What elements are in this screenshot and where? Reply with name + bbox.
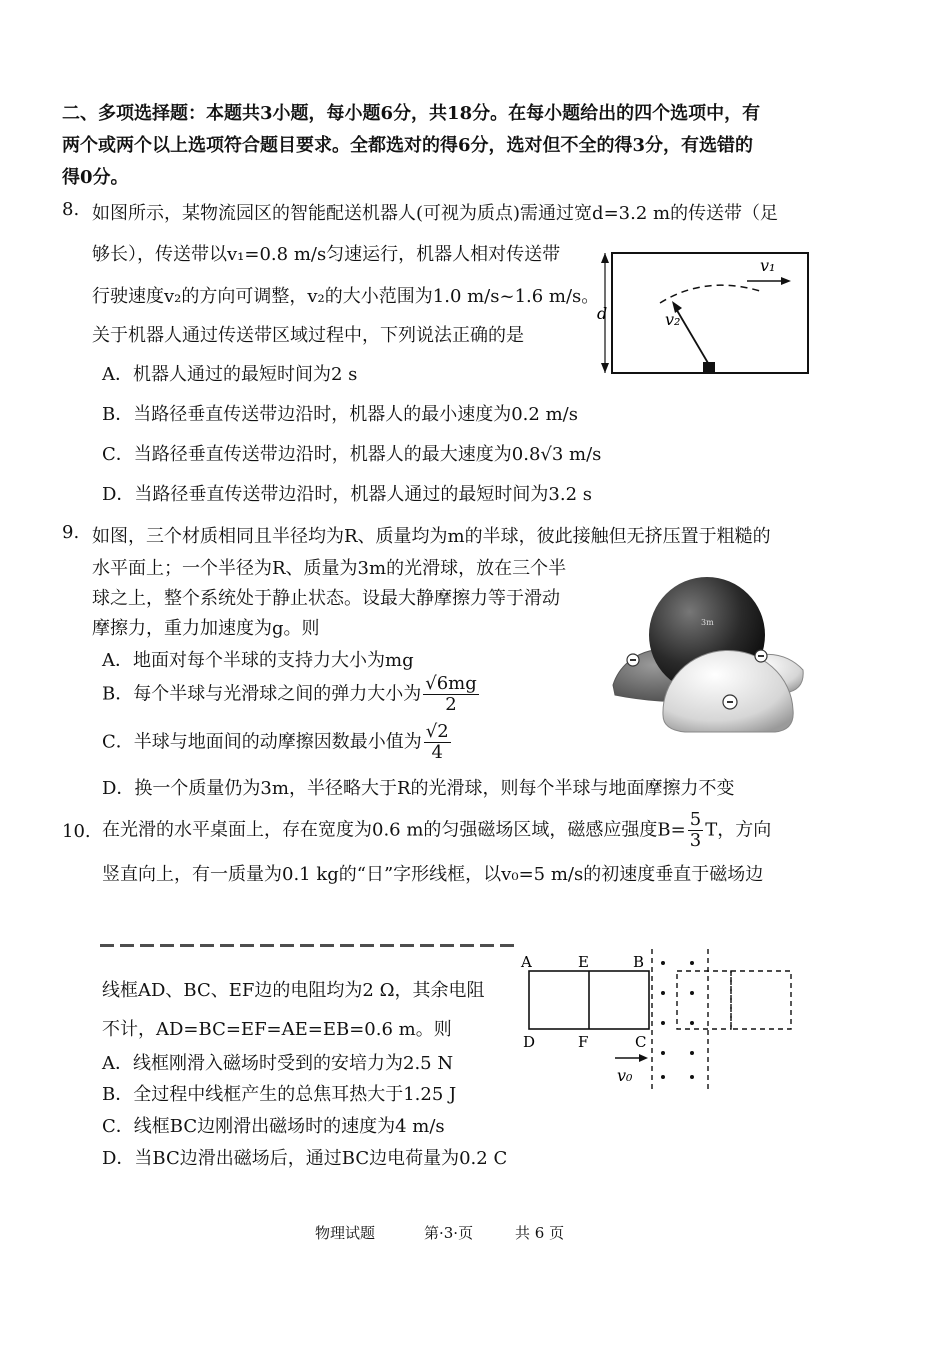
robot-path-dashed — [660, 285, 760, 303]
v1-arrow-head — [781, 277, 791, 285]
label-a: A — [521, 953, 532, 971]
q8-option-d: D．当路径垂直传送带边沿时，机器人通过的最短时间为3.2 s — [102, 484, 593, 505]
q8-stem-line3: 行驶速度v₂的方向可调整，v₂的大小范围为1.0 m/s~1.6 m/s。 — [92, 286, 600, 307]
q10-b-numerator: 5 — [689, 809, 702, 830]
q10-stem-line3: 线框AD、BC、EF边的电阻均为2 Ω，其余电阻 — [102, 980, 485, 1001]
q10-stem-line1-pre: 在光滑的水平桌面上，存在宽度为0.6 m的匀强磁场区域，磁感应强度B= — [102, 819, 686, 841]
hemisphere-marker-front-icon — [723, 695, 737, 709]
section-header-line1: 二、多项选择题：本题共3小题，每小题6分，共18分。在每小题给出的四个选项中，有 — [62, 103, 761, 124]
q10-b-fraction — [688, 810, 703, 851]
q9-number: 9. — [62, 522, 80, 543]
q9-hemispheres-figure — [605, 575, 815, 735]
section-header-line2: 两个或两个以上选项符合题目要求。全都选对的得6分，选对但不全的得3分，有选错的 — [62, 135, 754, 156]
q9-stem-line4: 摩擦力，重力加速度为g。则 — [92, 618, 320, 639]
cutoff-glyph-strip — [100, 944, 520, 947]
ball-label: 3m — [701, 618, 714, 627]
v2-label: v₂ — [665, 310, 681, 329]
q10-b-denominator: 3 — [689, 829, 702, 851]
q8-stem-line4: 关于机器人通过传送带区域过程中，下列说法正确的是 — [92, 325, 524, 346]
q10-stem-line2: 竖直向上，有一质量为0.1 kg的“日”字形线框，以v₀=5 m/s的初速度垂直于磁场边 — [102, 864, 764, 885]
q10-stem-line1-post: T，方向 — [705, 819, 772, 841]
v1-label: v₁ — [760, 256, 776, 275]
q9-option-b-text: B．每个半球与光滑球之间的弹力大小为 — [102, 683, 422, 705]
q9-option-a: A．地面对每个半球的支持力大小为mg — [102, 650, 414, 671]
v0-arrow-head — [639, 1054, 648, 1062]
hemisphere-marker-right-icon — [755, 650, 767, 662]
q8-option-a: A．机器人通过的最短时间为2 s — [102, 364, 358, 385]
q9-option-b — [102, 674, 481, 715]
hemisphere-marker-left-icon — [627, 654, 639, 666]
v0-label: v₀ — [617, 1066, 633, 1085]
frame-ghost-2 — [731, 971, 791, 1029]
label-c: C — [635, 1033, 647, 1051]
q8-option-c: C．当路径垂直传送带边沿时，机器人的最大速度为0.8√3 m/s — [102, 444, 602, 465]
q9-option-d: D．换一个质量仍为3m，半径略大于R的光滑球，则每个半球与地面摩擦力不变 — [102, 778, 735, 799]
q8-stem-line2: 够长），传送带以v₁=0.8 m/s匀速运行，机器人相对传送带 — [92, 244, 561, 265]
label-d: D — [523, 1033, 536, 1051]
q10-option-b: B．全过程中线框产生的总焦耳热大于1.25 J — [102, 1084, 457, 1105]
width-arrow-bottom — [601, 363, 609, 373]
robot-square — [703, 362, 715, 373]
q8-conveyor-figure — [595, 245, 825, 380]
q9-option-c — [102, 722, 453, 763]
q10-option-d: D．当BC边滑出磁场后，通过BC边电荷量为0.2 C — [102, 1148, 508, 1169]
frame-ghost-1 — [677, 971, 731, 1029]
label-f: F — [578, 1033, 589, 1051]
q9-option-b-fraction — [423, 674, 479, 715]
q9-stem-line1: 如图，三个材质相同且半径均为R、质量均为m的半球，彼此接触但无挤压置于粗糙的 — [92, 526, 771, 547]
label-e: E — [578, 953, 589, 971]
conveyor-belt-outline — [612, 253, 808, 373]
q9-option-b-numerator: √6mg — [425, 673, 477, 694]
q9-option-c-numerator: √2 — [425, 721, 449, 742]
footer-subject: 物理试题 — [315, 1224, 376, 1242]
q10-number: 10. — [62, 821, 91, 842]
q8-stem-line1: 如图所示，某物流园区的智能配送机器人(可视为质点)需通过宽d=3.2 m的传送带（足 — [92, 203, 779, 224]
q10-cutoff-line — [100, 938, 520, 952]
q9-stem-line3: 球之上，整个系统处于静止状态。设最大静摩擦力等于滑动 — [92, 588, 560, 609]
width-label-d: d — [597, 304, 608, 323]
section-header-line3: 得0分。 — [62, 167, 129, 188]
q8-option-b: B．当路径垂直传送带边沿时，机器人的最小速度为0.2 m/s — [102, 404, 578, 425]
q9-option-c-text: C．半球与地面间的动摩擦因数最小值为 — [102, 731, 422, 753]
footer-total: 共 6 页 — [515, 1224, 565, 1242]
width-arrow-top — [601, 253, 609, 263]
q10-stem-line1 — [102, 810, 771, 851]
q10-stem-line4: 不计，AD=BC=EF=AE=EB=0.6 m。则 — [102, 1019, 452, 1040]
q10-option-a: A．线框刚滑入磁场时受到的安培力为2.5 N — [102, 1053, 454, 1074]
q10-frame-figure — [515, 945, 815, 1095]
q9-option-c-denominator: 4 — [431, 741, 443, 763]
label-b: B — [633, 953, 645, 971]
q8-number: 8. — [62, 199, 80, 220]
q9-option-c-fraction — [424, 722, 451, 763]
q10-option-c: C．线框BC边刚滑出磁场时的速度为4 m/s — [102, 1116, 445, 1137]
q9-option-b-denominator: 2 — [445, 693, 457, 715]
q9-stem-line2: 水平面上；一个半径为R、质量为3m的光滑球，放在三个半 — [92, 558, 567, 579]
footer-page: 第·3·页 — [424, 1224, 474, 1242]
